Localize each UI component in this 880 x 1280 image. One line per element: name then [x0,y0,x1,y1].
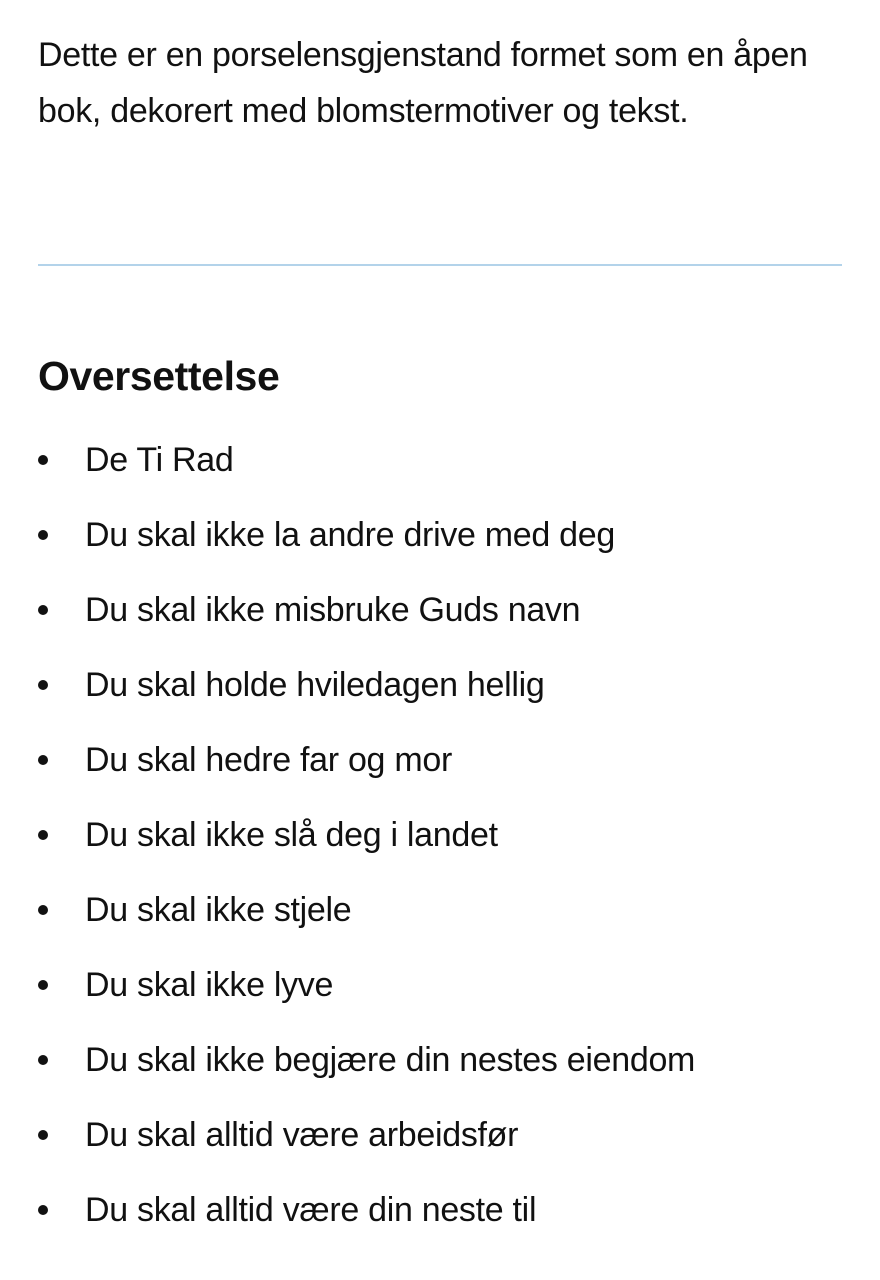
bullet-icon [38,455,48,465]
bullet-icon [38,680,48,690]
list-item-text: Du skal ikke slå deg i landet [85,816,498,854]
list-item-text: Du skal hedre far og mor [85,741,452,779]
bullet-icon [38,755,48,765]
list-item-text: Du skal ikke la andre drive med deg [85,516,615,554]
bullet-icon [38,1055,48,1065]
bullet-icon [38,830,48,840]
list-item-text: Du skal alltid være arbeidsfør [85,1116,519,1154]
translation-heading: Oversettelse [38,353,280,399]
bullet-icon [38,530,48,540]
list-item-text: Du skal alltid være din neste til [85,1191,537,1229]
bullet-icon [38,980,48,990]
document-content [38,0,842,1229]
list-item-text: Du skal holde hviledagen hellig [85,666,545,704]
list-item-text: Du skal ikke stjele [85,891,352,929]
bullet-icon [38,1205,48,1215]
bullet-icon [38,1130,48,1140]
list-item-text: Du skal ikke begjære din nestes eiendom [85,1041,696,1079]
bullet-icon [38,905,48,915]
intro-paragraph: Dette er en porselensgjenstand formet som en åpen bok, dekorert med blomstermotiver og tekst. [38,36,808,130]
section-divider [38,264,842,266]
bullet-icon [38,605,48,615]
list-item-text: De Ti Rad [85,441,234,479]
list-item-text: Du skal ikke misbruke Guds navn [85,591,581,629]
list-item-text: Du skal ikke lyve [85,966,334,1004]
